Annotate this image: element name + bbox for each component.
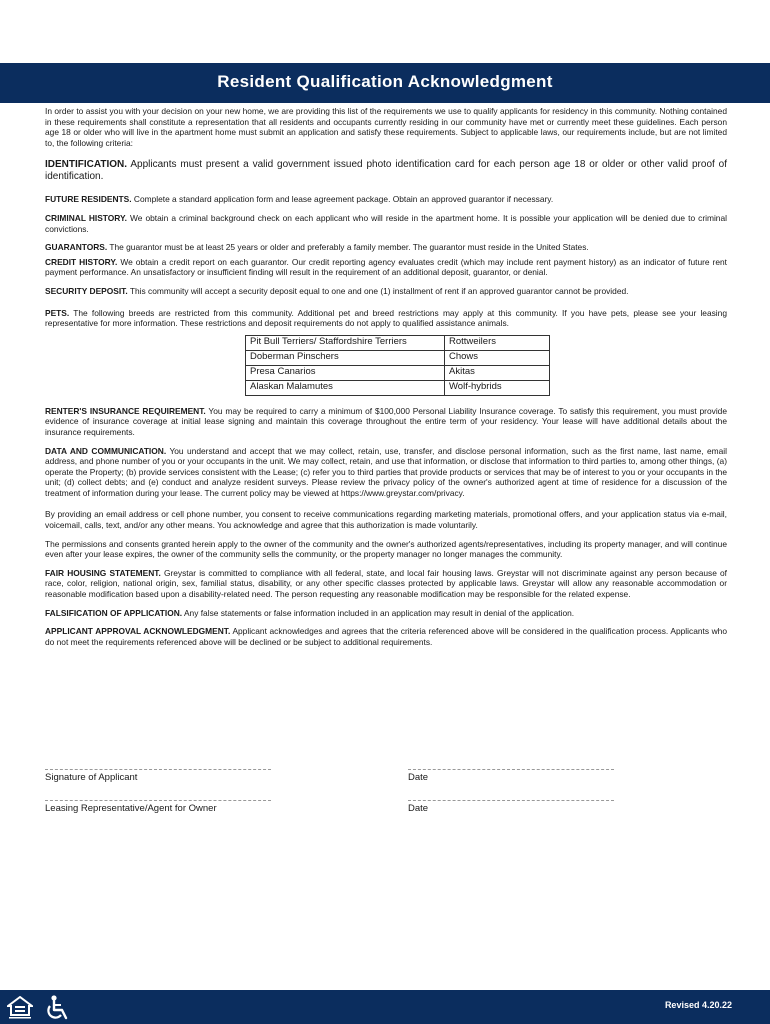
criminal-history-section <box>45 213 727 234</box>
credit-history-section <box>45 257 727 278</box>
table-row <box>246 380 550 395</box>
breed-cell: Alaskan Malamutes <box>246 380 445 395</box>
breed-cell: Doberman Pinschers <box>246 350 445 365</box>
contact-consent-paragraph: By providing an email address or cell phone number, you consent to receive communications regarding marketing materials, promotional offers, and your application status via e-mail, voicemail, calls, text, and/or any other means. You acknowledge and agree that this authorization is made voluntarily. <box>45 509 727 531</box>
section-label: FUTURE RESIDENTS. <box>45 194 132 205</box>
document-body <box>45 106 727 655</box>
section-label: RENTER'S INSURANCE REQUIREMENT. <box>45 405 206 416</box>
applicant-date-label: Date <box>408 772 429 783</box>
page-title: Resident Qualification Acknowledgment <box>217 72 553 91</box>
section-text: The following breeds are restricted from this community. Additional pet and breed restrictions may apply at this community. If you have pets, please see your leasing representative for more information. These restrictions and deposit requirements do not apply to qualified assistance animals. <box>45 307 727 329</box>
section-label: GUARANTORS. <box>45 242 108 253</box>
guarantors-section <box>45 242 727 253</box>
section-text: Complete a standard application form and lease agreement package. Obtain an approved guarantor if necessary. <box>133 194 554 205</box>
applicant-signature-label: Signature of Applicant <box>45 772 138 783</box>
section-text: You may be required to carry a minimum of $100,000 Personal Liability Insurance coverage. To satisfy this requirement, you must provide evidence of insurance coverage at initial lease signing and maintain this coverage throughout the entire term of your residency. Your lease will have additional details about the insurance requirements. <box>45 405 727 437</box>
section-label: SECURITY DEPOSIT. <box>45 285 128 296</box>
security-deposit-section <box>45 286 727 297</box>
future-residents-section <box>45 194 727 205</box>
section-label: CREDIT HISTORY. <box>45 256 118 267</box>
agent-date-label: Date <box>408 803 429 814</box>
identification-section <box>45 159 727 183</box>
agent-signature-label: Leasing Representative/Agent for Owner <box>45 803 217 814</box>
section-text: Applicant acknowledges and agrees that the criteria referenced above will be considered in the qualification process. Applicants who do not meet the requirements referenced above will be declined or be subject to additional requirements. <box>45 626 727 647</box>
section-label: APPLICANT APPROVAL ACKNOWLEDGMENT. <box>45 626 231 637</box>
section-text: Applicants must present a valid government issued photo identification card for each person age 18 or older or other valid proof of identification. <box>45 159 727 183</box>
section-label: DATA AND COMMUNICATION. <box>45 445 167 456</box>
breed-cell: Presa Canarios <box>246 365 445 380</box>
permissions-paragraph: The permissions and consents granted herein apply to the owner of the community and the owner's authorized agents/representatives, including its property manager, and will continue even after your lease expires, the owner of the community sells the community, or the property manager no longer manages the community. <box>45 538 727 560</box>
section-text: Greystar is committed to compliance with all federal, state, and local fair housing laws. Greystar will not discriminate against any person because of race, color, religion, national origin, sex, familial status, disability, or any other specific classes protected by applicable laws. Greystar will allow any reasonable accommodation or reasonable modification based upon a disability-related need. The person requesting any reasonable modification may be responsible for the related expense. <box>45 567 727 600</box>
section-text: Any false statements or false information included in an application may result in denial of the application. <box>183 607 575 618</box>
section-label: FALSIFICATION OF APPLICATION. <box>45 607 183 618</box>
data-communication-section <box>45 446 727 499</box>
footer-band <box>0 990 770 1024</box>
fair-housing-section <box>45 568 727 600</box>
equal-housing-opportunity-icon <box>7 996 33 1020</box>
agent-signature-line[interactable] <box>45 800 271 801</box>
section-label: PETS. <box>45 307 70 318</box>
section-label: IDENTIFICATION. <box>45 159 128 171</box>
renters-insurance-section <box>45 406 727 438</box>
restricted-breeds-table <box>245 335 550 396</box>
breed-cell: Akitas <box>445 365 550 380</box>
breed-cell: Wolf-hybrids <box>445 380 550 395</box>
breed-cell: Chows <box>445 350 550 365</box>
revision-date: Revised 4.20.22 <box>664 1000 732 1010</box>
breed-cell: Rottweilers <box>445 335 550 350</box>
applicant-signature-line[interactable] <box>45 769 271 770</box>
pets-section <box>45 308 727 329</box>
section-label: CRIMINAL HISTORY. <box>45 212 127 223</box>
wheelchair-accessibility-icon <box>42 994 72 1022</box>
applicant-date-line[interactable] <box>408 769 614 770</box>
table-row <box>246 365 550 380</box>
approval-section <box>45 626 727 647</box>
table-row <box>246 350 550 365</box>
section-text: You understand and accept that we may collect, retain, use, transfer, and disclose personal information, such as the first name, last name, email address, and phone number of you or your occupants in the unit. We may collect, retain, and use that information, or disclose that information to third parties to, among other things, (a) operate the Property; (b) provide services consistent with the Lease; (c) refer you to third parties that provide products or services that may be of interest to you or your occupants in the unit; (d) collect debts; and (e) conduct and analyze resident surveys. Please review the privacy policy of the owner's authorized agent at time of residence for a discussion of the treatment of information during your lease. The current policy may be viewed at https://www.greystar.com/privacy. <box>45 445 728 498</box>
breed-cell: Pit Bull Terriers/ Staffordshire Terriers <box>246 335 445 350</box>
section-text: The guarantor must be at least 25 years or older and preferably a family member. The guarantor must reside in the United States. <box>109 242 589 253</box>
intro-paragraph: In order to assist you with your decision on your new home, we are providing this list of the requirements we use to qualify applicants for residency in this community. Nothing contained in these requirements shall constitute a representation that all residents and occupants currently residing in our community have met or currently meet these guidelines. Each person age 18 or older who will live in the apartment home must submit an application and satisfy these requirements. Subject to applicable laws, our requirements include, but are not limited to, the following criteria: <box>45 106 727 148</box>
section-text: We obtain a criminal background check on each applicant who will reside in the apartment home. It is possible your application will be denied due to criminal convictions. <box>45 212 727 234</box>
section-label: FAIR HOUSING STATEMENT. <box>45 567 161 578</box>
table-row <box>246 335 550 350</box>
section-text: We obtain a credit report on each guarantor. Our credit reporting agency evaluates credit (which may include rent payment history) as an indicator of future rent payment performance. An unsatisfactory or insufficient finding will result in the requirement of an additional deposit, guarantor, or denial. <box>45 256 727 278</box>
falsification-section <box>45 608 727 619</box>
agent-date-line[interactable] <box>408 800 614 801</box>
section-text: This community will accept a security deposit equal to one and one (1) installment of rent if an approved guarantor cannot be provided. <box>129 285 629 296</box>
